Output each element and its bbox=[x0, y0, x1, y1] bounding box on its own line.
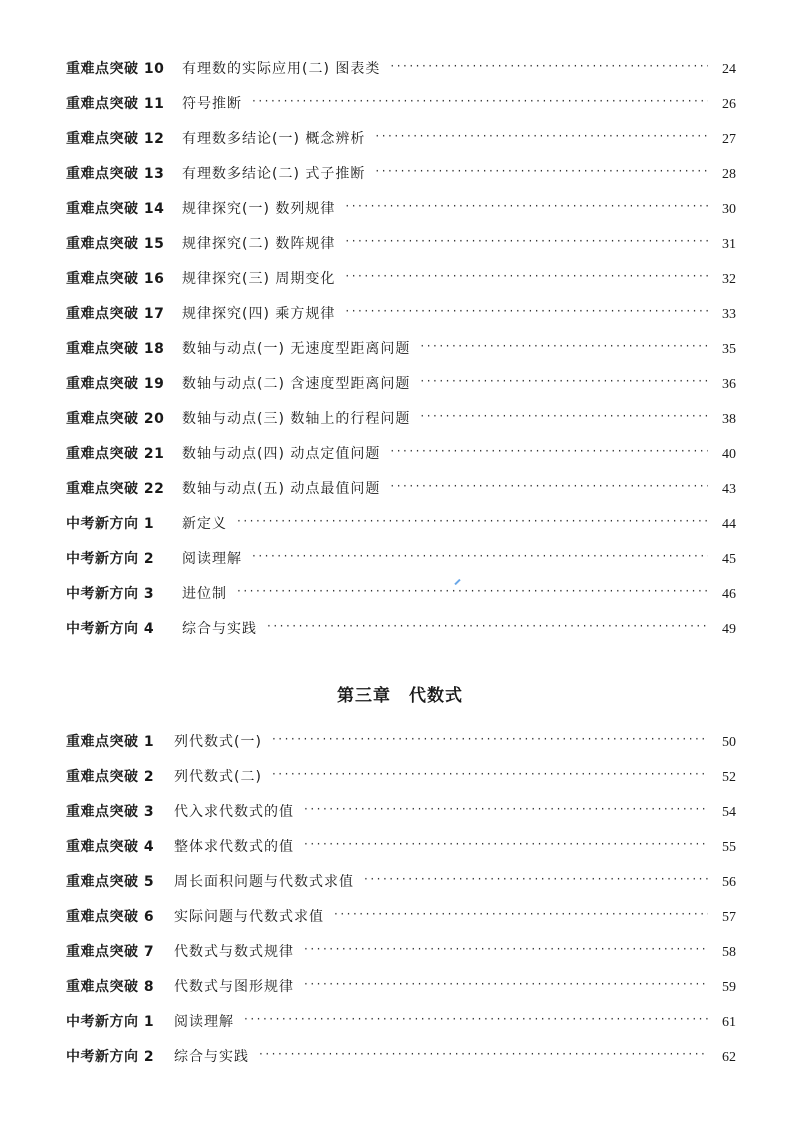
toc-entry-title: 列代数式(一) bbox=[174, 734, 262, 750]
toc-entry-label: 重难点突破 11 bbox=[66, 96, 165, 112]
toc-list-chapter-2 bbox=[66, 58, 736, 653]
toc-entry-title: 实际问题与代数式求值 bbox=[174, 909, 324, 925]
toc-entry-label: 重难点突破 16 bbox=[66, 271, 165, 287]
toc-entry-page: 52 bbox=[722, 770, 736, 785]
toc-entry-label: 重难点突破 4 bbox=[66, 839, 155, 855]
toc-entry[interactable] bbox=[66, 766, 736, 801]
toc-entry-title: 代数式与图形规律 bbox=[174, 979, 294, 995]
dot-leader bbox=[304, 802, 708, 816]
dot-leader bbox=[304, 942, 708, 956]
toc-entry-label: 重难点突破 18 bbox=[66, 341, 165, 357]
toc-entry[interactable] bbox=[66, 618, 736, 653]
toc-entry-label: 重难点突破 1 bbox=[66, 734, 155, 750]
toc-entry[interactable] bbox=[66, 303, 736, 338]
dot-leader bbox=[420, 409, 708, 423]
toc-entry-label: 重难点突破 7 bbox=[66, 944, 155, 960]
toc-entry-label: 重难点突破 3 bbox=[66, 804, 155, 820]
toc-entry[interactable] bbox=[66, 836, 736, 871]
toc-entry-title: 数轴与动点(五) 动点最值问题 bbox=[182, 481, 381, 497]
toc-entry-label: 中考新方向 3 bbox=[66, 586, 155, 602]
toc-entry-title: 代数式与数式规律 bbox=[174, 944, 294, 960]
dot-leader bbox=[252, 549, 708, 563]
toc-entry-page: 55 bbox=[722, 840, 736, 855]
toc-entry-title: 进位制 bbox=[182, 586, 227, 602]
dot-leader bbox=[345, 199, 708, 213]
toc-entry-title: 符号推断 bbox=[182, 96, 242, 112]
toc-entry-title: 列代数式(二) bbox=[174, 769, 262, 785]
toc-entry-label: 重难点突破 5 bbox=[66, 874, 155, 890]
toc-entry-page: 49 bbox=[722, 622, 736, 637]
toc-entry-label: 重难点突破 12 bbox=[66, 131, 165, 147]
toc-entry-title: 规律探究(二) 数阵规律 bbox=[182, 236, 336, 252]
toc-entry-page: 31 bbox=[722, 237, 736, 252]
toc-entry-label: 重难点突破 19 bbox=[66, 376, 165, 392]
toc-entry-label: 中考新方向 1 bbox=[66, 516, 155, 532]
toc-entry-title: 阅读理解 bbox=[182, 551, 242, 567]
toc-entry-title: 有理数多结论(二) 式子推断 bbox=[182, 166, 366, 182]
dot-leader bbox=[304, 977, 708, 991]
toc-entry-title: 有理数多结论(一) 概念辨析 bbox=[182, 131, 366, 147]
toc-entry[interactable] bbox=[66, 731, 736, 766]
toc-entry-title: 规律探究(四) 乘方规律 bbox=[182, 306, 336, 322]
chapter-heading: 第三章 代数式 bbox=[337, 686, 463, 706]
dot-leader bbox=[244, 1012, 708, 1026]
toc-entry-page: 57 bbox=[722, 910, 736, 925]
toc-entry-page: 33 bbox=[722, 307, 736, 322]
dot-leader bbox=[375, 129, 708, 143]
toc-entry-title: 综合与实践 bbox=[182, 621, 257, 637]
toc-entry-title: 综合与实践 bbox=[174, 1049, 249, 1065]
toc-entry-label: 重难点突破 13 bbox=[66, 166, 165, 182]
dot-leader bbox=[345, 304, 708, 318]
toc-entry-label: 中考新方向 2 bbox=[66, 551, 155, 567]
toc-entry[interactable] bbox=[66, 443, 736, 478]
toc-entry-page: 44 bbox=[722, 517, 736, 532]
toc-entry[interactable] bbox=[66, 233, 736, 268]
toc-entry-title: 有理数的实际应用(二) 图表类 bbox=[182, 61, 381, 77]
toc-entry[interactable] bbox=[66, 871, 736, 906]
toc-entry-page: 38 bbox=[722, 412, 736, 427]
toc-entry-title: 规律探究(一) 数列规律 bbox=[182, 201, 336, 217]
toc-entry-title: 规律探究(三) 周期变化 bbox=[182, 271, 336, 287]
dot-leader bbox=[252, 94, 708, 108]
toc-entry-page: 50 bbox=[722, 735, 736, 750]
toc-entry[interactable] bbox=[66, 976, 736, 1011]
toc-entry[interactable] bbox=[66, 513, 736, 548]
toc-entry-title: 周长面积问题与代数式求值 bbox=[174, 874, 354, 890]
toc-entry-label: 重难点突破 8 bbox=[66, 979, 155, 995]
toc-entry[interactable] bbox=[66, 801, 736, 836]
toc-entry-page: 35 bbox=[722, 342, 736, 357]
dot-leader bbox=[375, 164, 708, 178]
toc-entry-page: 32 bbox=[722, 272, 736, 287]
toc-entry[interactable] bbox=[66, 198, 736, 233]
toc-entry-label: 重难点突破 2 bbox=[66, 769, 155, 785]
toc-entry-page: 30 bbox=[722, 202, 736, 217]
toc-entry-title: 新定义 bbox=[182, 516, 227, 532]
toc-entry[interactable] bbox=[66, 93, 736, 128]
toc-entry-page: 40 bbox=[722, 447, 736, 462]
toc-entry-label: 重难点突破 6 bbox=[66, 909, 155, 925]
toc-entry[interactable] bbox=[66, 163, 736, 198]
dot-leader bbox=[237, 514, 708, 528]
dot-leader bbox=[345, 269, 708, 283]
dot-leader bbox=[420, 339, 708, 353]
toc-entry-page: 43 bbox=[722, 482, 736, 497]
toc-entry-title: 数轴与动点(一) 无速度型距离问题 bbox=[182, 341, 411, 357]
toc-entry-title: 代入求代数式的值 bbox=[174, 804, 294, 820]
toc-entry-label: 重难点突破 15 bbox=[66, 236, 165, 252]
dot-leader bbox=[267, 619, 708, 633]
toc-entry-page: 24 bbox=[722, 62, 736, 77]
toc-entry[interactable] bbox=[66, 338, 736, 373]
toc-entry[interactable] bbox=[66, 1046, 736, 1081]
toc-entry-label: 重难点突破 21 bbox=[66, 446, 165, 462]
toc-entry[interactable] bbox=[66, 548, 736, 583]
toc-entry[interactable] bbox=[66, 1011, 736, 1046]
toc-entry[interactable] bbox=[66, 373, 736, 408]
toc-entry-title: 阅读理解 bbox=[174, 1014, 234, 1030]
toc-entry[interactable] bbox=[66, 906, 736, 941]
toc-entry-page: 62 bbox=[722, 1050, 736, 1065]
toc-entry[interactable] bbox=[66, 128, 736, 163]
dot-leader bbox=[259, 1047, 708, 1061]
toc-entry-page: 27 bbox=[722, 132, 736, 147]
toc-entry[interactable] bbox=[66, 268, 736, 303]
toc-entry-page: 61 bbox=[722, 1015, 736, 1030]
toc-entry-page: 58 bbox=[722, 945, 736, 960]
toc-entry[interactable] bbox=[66, 583, 736, 618]
toc-entry-label: 重难点突破 22 bbox=[66, 481, 165, 497]
toc-entry-title: 整体求代数式的值 bbox=[174, 839, 294, 855]
toc-entry-page: 46 bbox=[722, 587, 736, 602]
toc-entry-title: 数轴与动点(二) 含速度型距离问题 bbox=[182, 376, 411, 392]
dot-leader bbox=[364, 872, 708, 886]
toc-entry-label: 重难点突破 10 bbox=[66, 61, 165, 77]
toc-entry-page: 54 bbox=[722, 805, 736, 820]
toc-entry-page: 56 bbox=[722, 875, 736, 890]
toc-entry-label: 重难点突破 17 bbox=[66, 306, 165, 322]
toc-entry[interactable] bbox=[66, 408, 736, 443]
toc-entry-label: 中考新方向 2 bbox=[66, 1049, 155, 1065]
dot-leader bbox=[334, 907, 708, 921]
toc-entry-label: 中考新方向 1 bbox=[66, 1014, 155, 1030]
dot-leader bbox=[272, 732, 708, 746]
toc-entry-title: 数轴与动点(四) 动点定值问题 bbox=[182, 446, 381, 462]
dot-leader bbox=[390, 444, 708, 458]
toc-entry-title: 数轴与动点(三) 数轴上的行程问题 bbox=[182, 411, 411, 427]
dot-leader bbox=[390, 59, 708, 73]
toc-entry-page: 59 bbox=[722, 980, 736, 995]
dot-leader bbox=[420, 374, 708, 388]
dot-leader bbox=[345, 234, 708, 248]
dot-leader bbox=[390, 479, 708, 493]
toc-entry-page: 28 bbox=[722, 167, 736, 182]
dot-leader bbox=[237, 584, 708, 598]
toc-entry[interactable] bbox=[66, 478, 736, 513]
toc-entry-page: 26 bbox=[722, 97, 736, 112]
toc-entry-page: 36 bbox=[722, 377, 736, 392]
toc-entry-label: 中考新方向 4 bbox=[66, 621, 155, 637]
toc-entry-label: 重难点突破 20 bbox=[66, 411, 165, 427]
dot-leader bbox=[272, 767, 708, 781]
toc-entry-label: 重难点突破 14 bbox=[66, 201, 165, 217]
dot-leader bbox=[304, 837, 708, 851]
toc-entry-page: 45 bbox=[722, 552, 736, 567]
toc-entry[interactable] bbox=[66, 941, 736, 976]
toc-list-chapter-3 bbox=[66, 731, 736, 1081]
toc-entry[interactable] bbox=[66, 58, 736, 93]
